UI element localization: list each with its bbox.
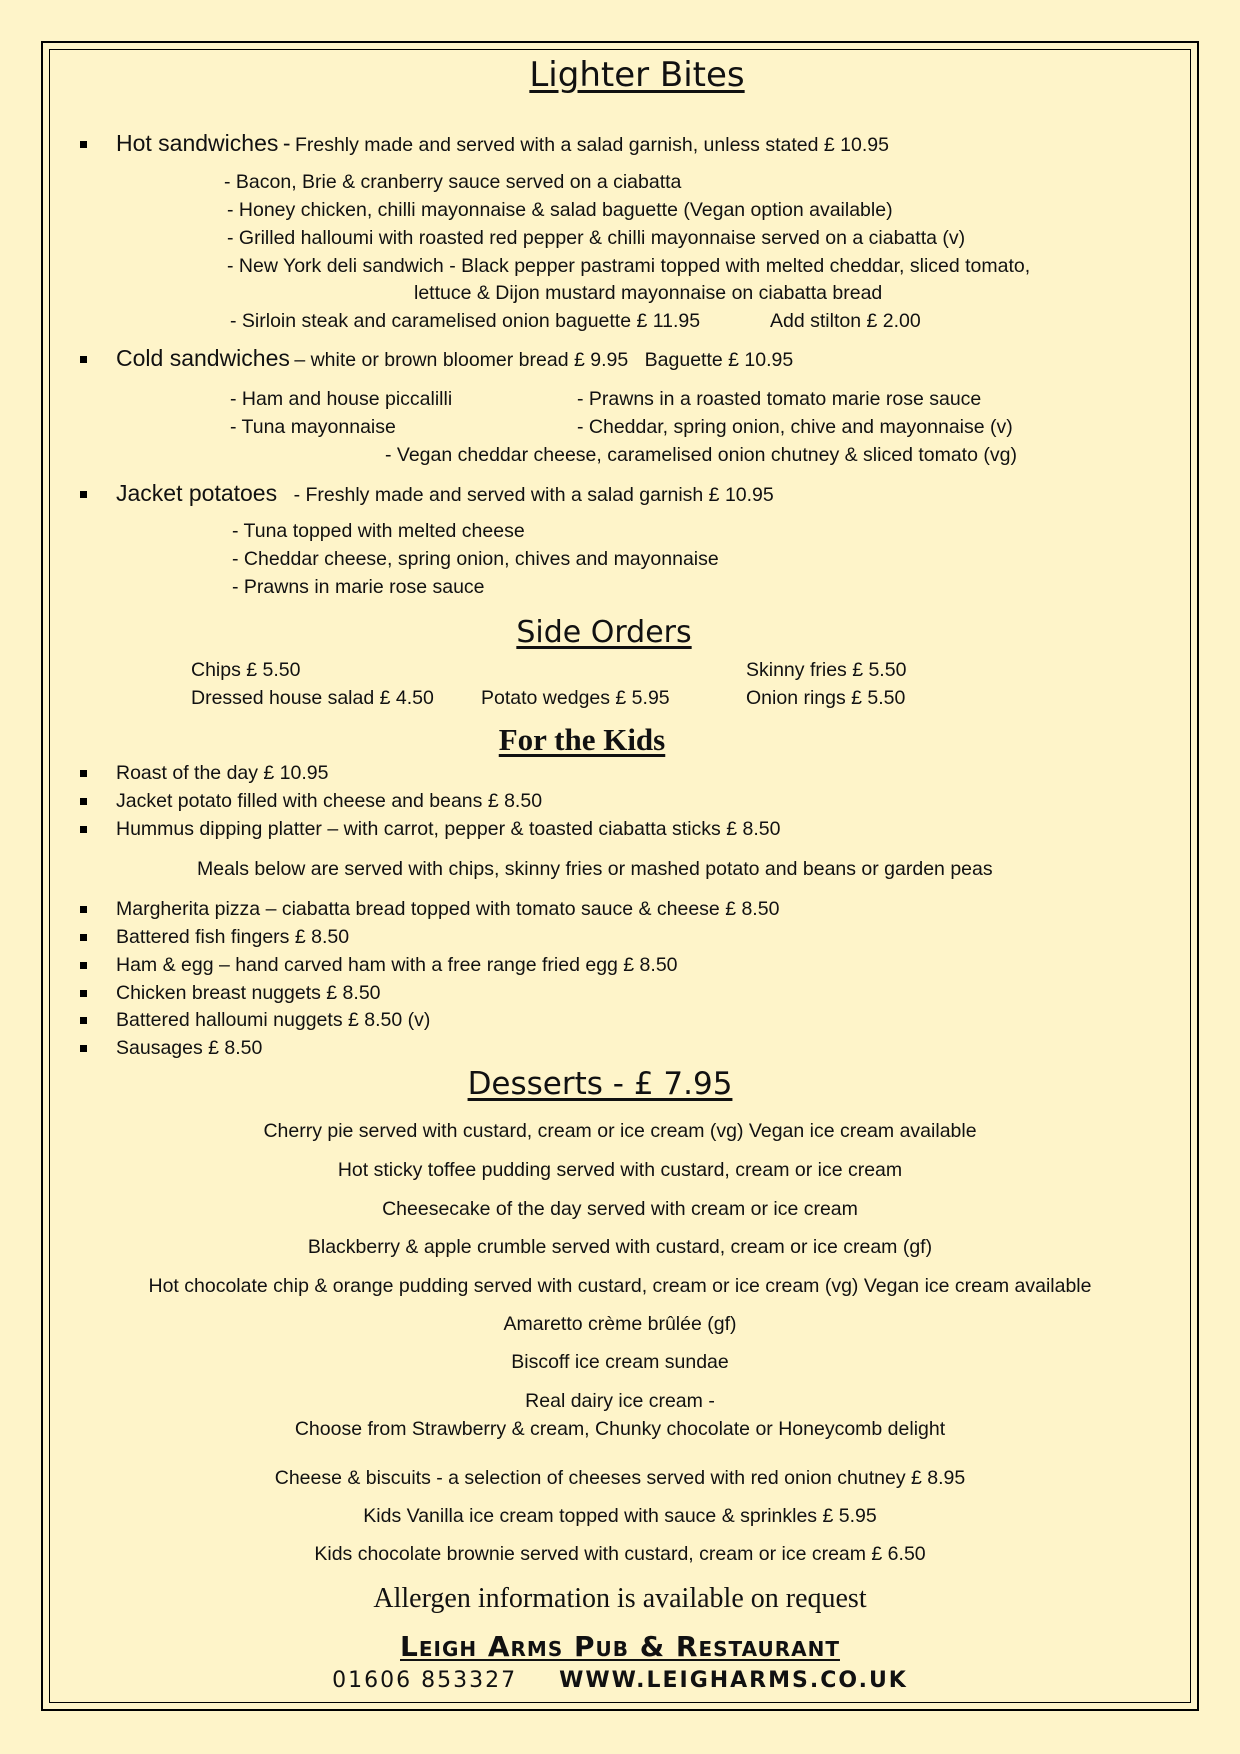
dessert-item-continued: Choose from Strawberry & cream, Chunky chocolate or Honeycomb delight xyxy=(294,1418,946,1440)
dessert-item: Cheesecake of the day served with cream or ice cream xyxy=(382,1198,858,1220)
side-item-onion: Onion rings £ 5.50 xyxy=(746,687,906,709)
kids-item: Margherita pizza – ciabatta bread topped with tomato sauce & cheese £ 8.50 xyxy=(116,898,780,920)
side-item-skinny: Skinny fries £ 5.50 xyxy=(746,659,907,681)
menu-item-addon: Add stilton £ 2.00 xyxy=(770,310,921,332)
section-title-lighter-bites: Lighter Bites xyxy=(529,55,745,95)
hot-sandwiches-label: Hot sandwiches xyxy=(116,130,279,156)
contact-line xyxy=(0,1668,1240,1693)
kids-item: Battered halloumi nuggets £ 8.50 (v) xyxy=(116,1009,431,1031)
phone-number: 01606 853327 xyxy=(332,1668,518,1693)
dessert-item: Kids chocolate brownie served with custard, cream or ice cream £ 6.50 xyxy=(314,1543,926,1565)
kids-item: Roast of the day £ 10.95 xyxy=(116,762,329,784)
menu-item: - Honey chicken, chilli mayonnaise & salad baguette (Vegan option available) xyxy=(227,199,893,221)
website-link[interactable]: WWW.LEIGHARMS.CO.UK xyxy=(559,1668,908,1693)
kids-item: Chicken breast nuggets £ 8.50 xyxy=(116,982,381,1004)
menu-item: - Prawns in marie rose sauce xyxy=(232,576,485,598)
bullet-icon xyxy=(80,356,87,363)
dessert-item: Cheese & biscuits - a selection of cheeses served with red onion chutney £ 8.95 xyxy=(274,1467,966,1489)
side-item-chips: Chips £ 5.50 xyxy=(191,659,301,681)
bullet-icon xyxy=(80,990,87,997)
dessert-item: Kids Vanilla ice cream topped with sauce & sprinkles £ 5.95 xyxy=(363,1505,877,1527)
section-title-desserts: Desserts - £ 7.95 xyxy=(467,1066,733,1102)
hot-sandwiches-dash: - xyxy=(282,130,291,156)
section-title-side-orders: Side Orders xyxy=(516,615,692,650)
menu-item: - Cheddar, spring onion, chive and mayonnaise (v) xyxy=(577,416,1013,438)
menu-item: - Vegan cheddar cheese, caramelised onion chutney & sliced tomato (vg) xyxy=(385,444,1017,466)
dessert-item: Real dairy ice cream - xyxy=(525,1390,715,1412)
brand-name: Leigh Arms Pub & Restaurant xyxy=(400,1630,840,1663)
menu-item: - Cheddar cheese, spring onion, chives and mayonnaise xyxy=(232,548,719,570)
section-title-kids: For the Kids xyxy=(498,722,666,757)
dessert-item: Biscoff ice cream sundae xyxy=(511,1351,729,1373)
menu-item: - Tuna topped with melted cheese xyxy=(232,520,525,542)
bullet-icon xyxy=(80,798,87,805)
side-item-wedges: Potato wedges £ 5.95 xyxy=(481,687,670,709)
bullet-icon xyxy=(80,934,87,941)
dessert-item: Hot chocolate chip & orange pudding served with custard, cream or ice cream (vg) Vegan ice cream available xyxy=(148,1275,1092,1297)
menu-item: - New York deli sandwich - Black pepper pastrami topped with melted cheddar, sliced tomato, xyxy=(227,255,1031,277)
side-item-salad: Dressed house salad £ 4.50 xyxy=(191,687,434,709)
kids-item: Jacket potato filled with cheese and beans £ 8.50 xyxy=(116,790,543,812)
dessert-item: Cherry pie served with custard, cream or ice cream (vg) Vegan ice cream available xyxy=(263,1120,977,1142)
bullet-icon xyxy=(80,141,87,148)
bullet-icon xyxy=(80,770,87,777)
kids-item: Ham & egg – hand carved ham with a free range fried egg £ 8.50 xyxy=(116,954,678,976)
menu-item: - Ham and house piccalilli xyxy=(230,388,453,410)
kids-note: Meals below are served with chips, skinny fries or mashed potato and beans or garden peas xyxy=(197,858,993,880)
bullet-icon xyxy=(80,491,87,498)
kids-item: Battered fish fingers £ 8.50 xyxy=(116,926,350,948)
dessert-item: Blackberry & apple crumble served with custard, cream or ice cream (gf) xyxy=(307,1236,933,1258)
dessert-item: Amaretto crème brûlée (gf) xyxy=(503,1313,737,1335)
hot-sandwiches-line xyxy=(116,130,889,157)
jacket-potatoes-line xyxy=(116,480,774,507)
jacket-potatoes-desc: - Freshly made and served with a salad garnish £ 10.95 xyxy=(293,484,774,506)
allergen-notice: Allergen information is available on request xyxy=(373,1583,867,1614)
menu-item: - Tuna mayonnaise xyxy=(230,416,396,438)
menu-item: - Prawns in a roasted tomato marie rose sauce xyxy=(577,388,982,410)
cold-sandwiches-label: Cold sandwiches xyxy=(116,345,290,371)
menu-item: - Bacon, Brie & cranberry sauce served on a ciabatta xyxy=(224,171,682,193)
cold-sandwiches-line xyxy=(116,345,793,372)
kids-item: Sausages £ 8.50 xyxy=(116,1037,263,1059)
bullet-icon xyxy=(80,962,87,969)
bullet-icon xyxy=(80,826,87,833)
hot-sandwiches-desc: Freshly made and served with a salad garnish, unless stated £ 10.95 xyxy=(294,134,889,156)
cold-sandwiches-desc: – white or brown bloomer bread £ 9.95 xyxy=(294,349,629,371)
cold-sandwiches-desc2: Baguette £ 10.95 xyxy=(644,349,794,371)
kids-item: Hummus dipping platter – with carrot, pepper & toasted ciabatta sticks £ 8.50 xyxy=(116,818,781,840)
menu-item: - Sirloin steak and caramelised onion baguette £ 11.95 xyxy=(230,310,701,332)
dessert-item: Hot sticky toffee pudding served with custard, cream or ice cream xyxy=(337,1159,903,1181)
bullet-icon xyxy=(80,1045,87,1052)
bullet-icon xyxy=(80,1017,87,1024)
bullet-icon xyxy=(80,906,87,913)
jacket-potatoes-label: Jacket potatoes xyxy=(116,480,278,506)
menu-item: - Grilled halloumi with roasted red pepper & chilli mayonnaise served on a ciabatta (v) xyxy=(227,227,966,249)
menu-item-continued: lettuce & Dijon mustard mayonnaise on ciabatta bread xyxy=(414,282,883,304)
